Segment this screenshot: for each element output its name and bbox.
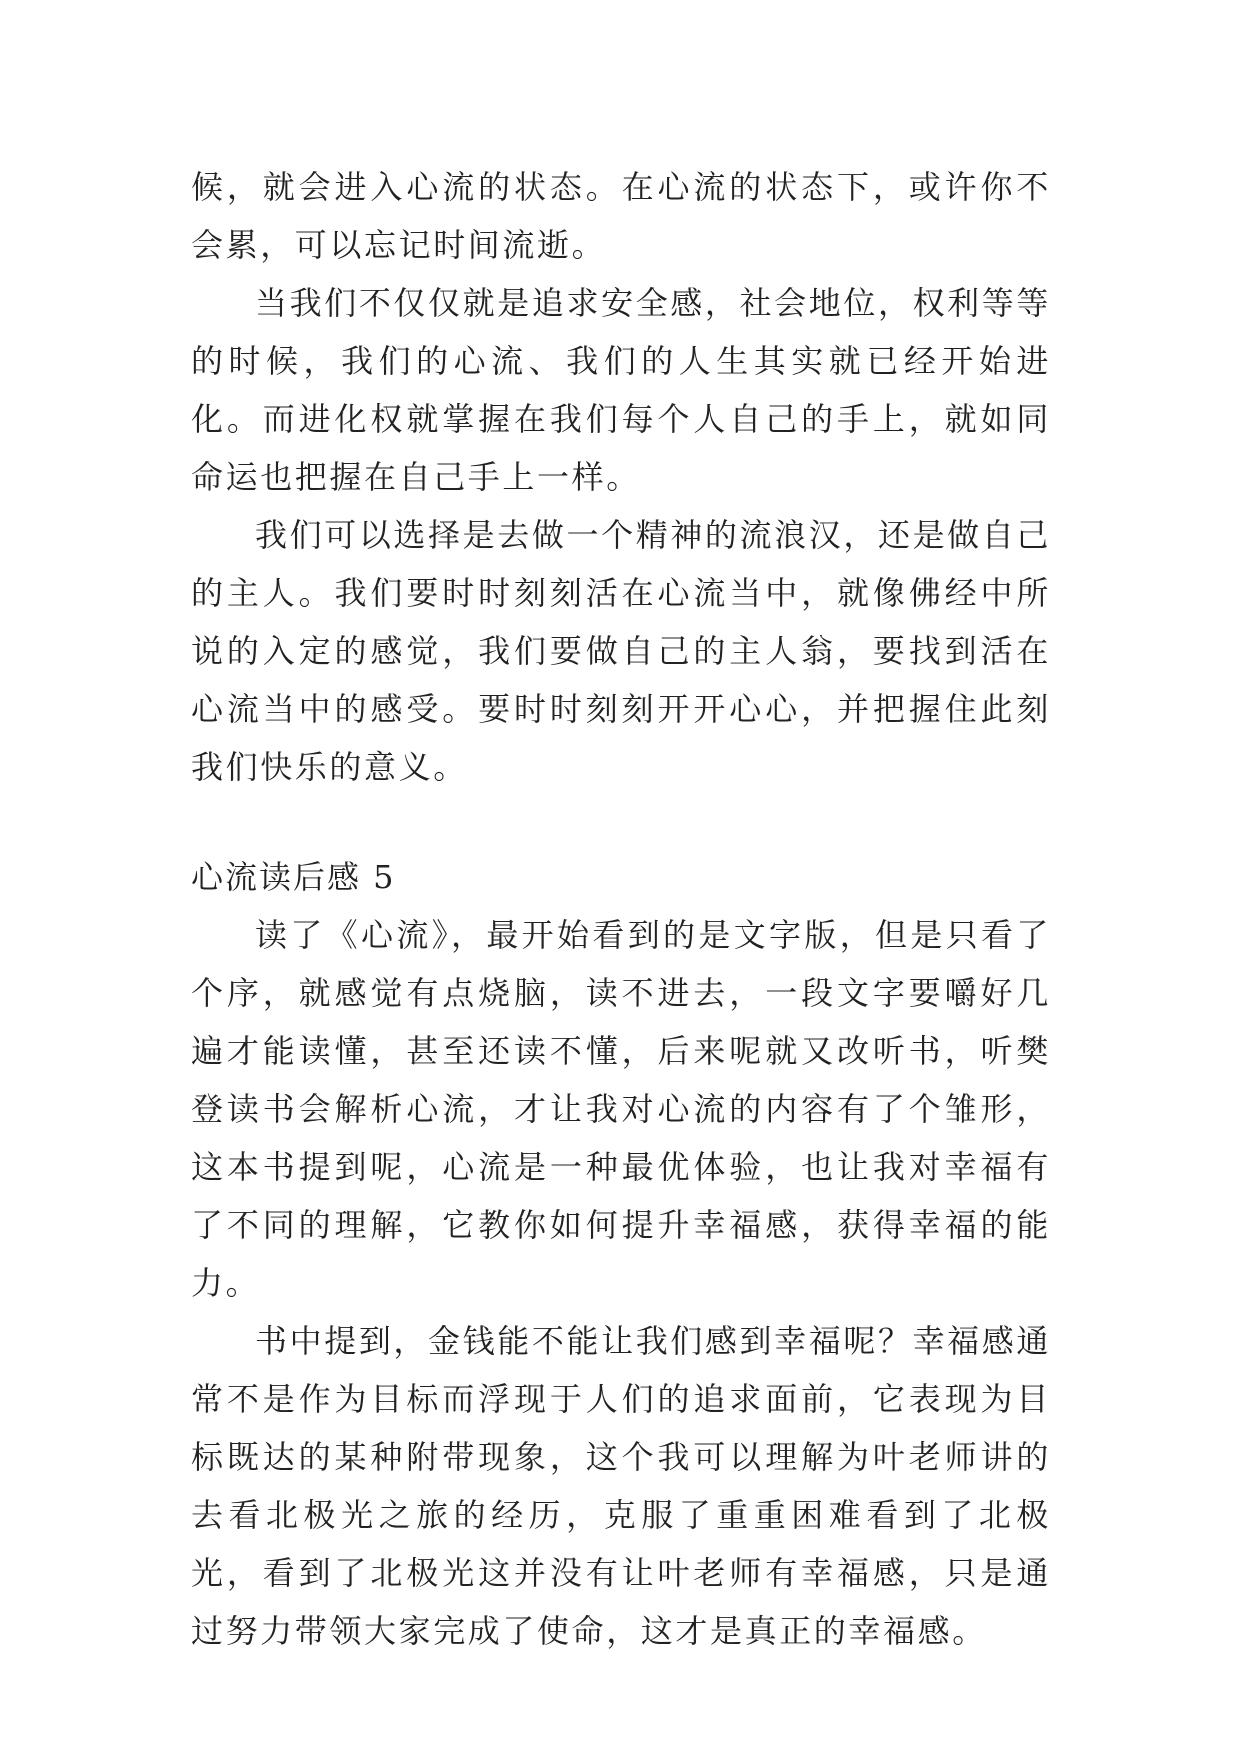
paragraph-continuation: 候，就会进入心流的状态。在心流的状态下，或许你不会累，可以忘记时间流逝。 [191,168,1051,264]
paragraph: 书中提到，金钱能不能让我们感到幸福呢？幸福感通常不是作为目标而浮现于人们的追求面前，它表现为目标既达的某种附带现象，这个我可以理解为叶老师讲的去看北极光之旅的经历，克服了重重困难看到了北极光，看到了北极光这并没有让叶老师有幸福感，只是通过努力带领大家完成了使命，这才是真正的幸福感。 [191,1322,1051,1650]
section-title: 心流读后感 5 [191,858,396,896]
paragraph: 读了《心流》，最开始看到的是文字版，但是只看了个序，就感觉有点烧脑，读不进去，一段文字要嚼好几遍才能读懂，甚至还读不懂，后来呢就又改听书，听樊登读书会解析心流，才让我对心流的内容有了个雏形，这本书提到呢，心流是一种最优体验，也让我对幸福有了不同的理解，它教你如何提升幸福感，获得幸福的能力。 [191,916,1051,1302]
document-body [191,158,1051,1660]
paragraph: 我们可以选择是去做一个精神的流浪汉，还是做自己的主人。我们要时时刻刻活在心流当中，就像佛经中所说的入定的感觉，我们要做自己的主人翁，要找到活在心流当中的感受。要时时刻刻开开心心，并把握住此刻我们快乐的意义。 [191,516,1051,786]
paragraph: 当我们不仅仅就是追求安全感，社会地位，权利等等的时候，我们的心流、我们的人生其实就已经开始进化。而进化权就掌握在我们每个人自己的手上，就如同命运也把握在自己手上一样。 [191,284,1051,496]
